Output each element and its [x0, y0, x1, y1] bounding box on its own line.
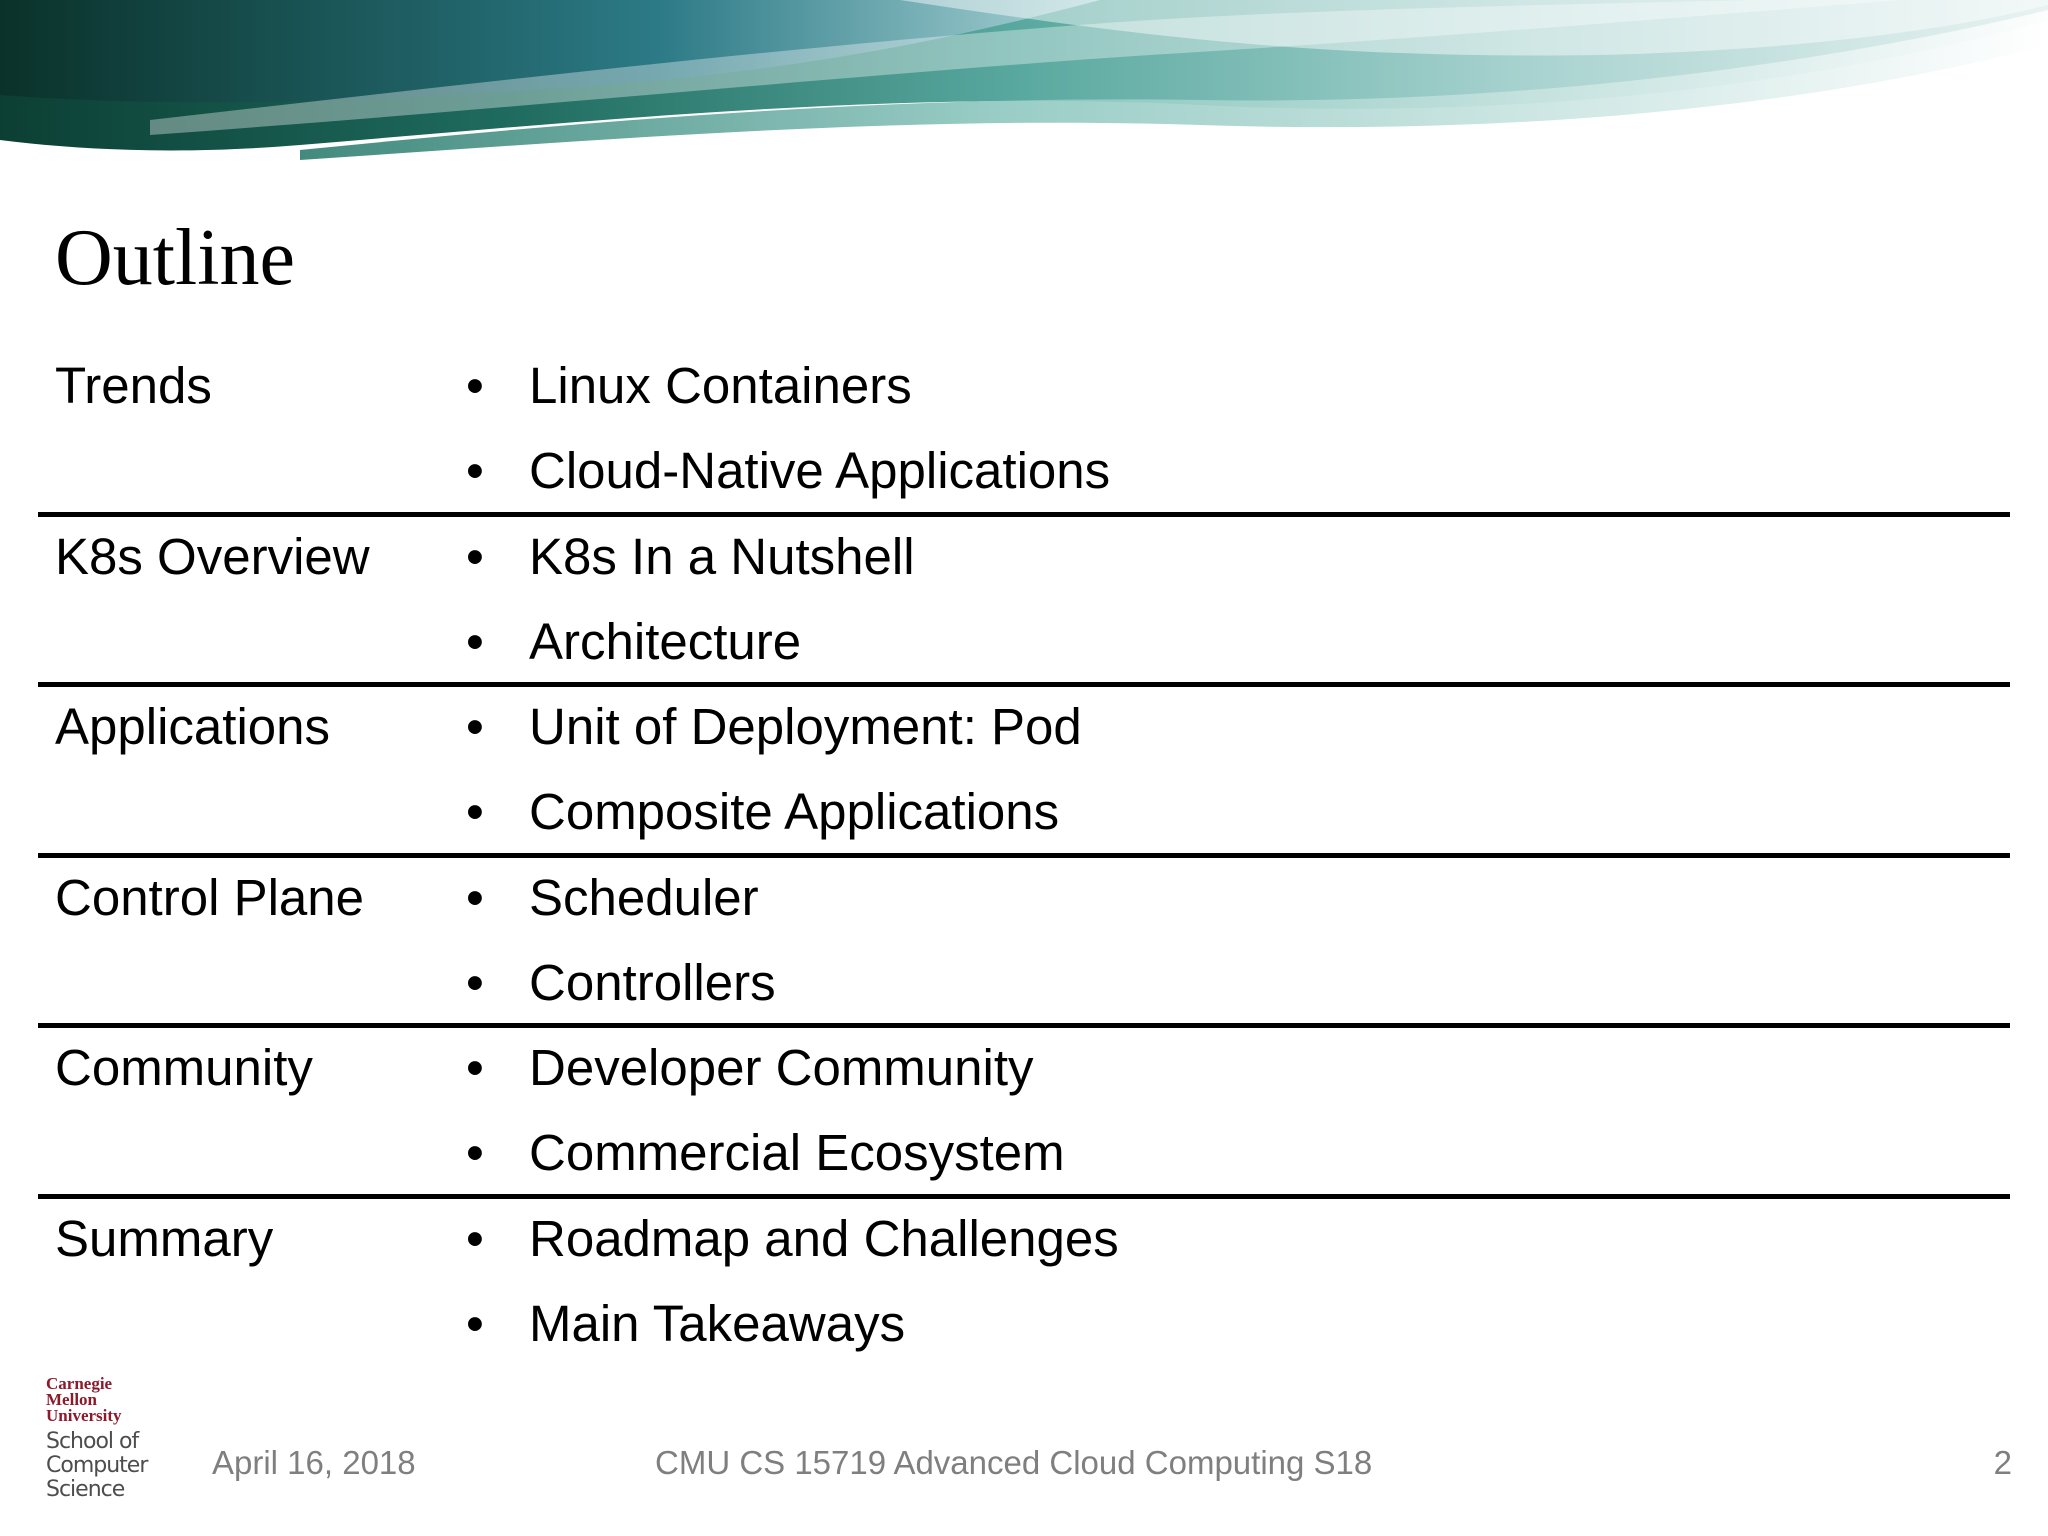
bullet-icon: •: [466, 357, 484, 414]
cmu-scs-logo: [46, 1376, 156, 1502]
bullet-icon: •: [466, 783, 484, 840]
bullet-icon: •: [466, 868, 484, 926]
topic-label: Linux Containers: [529, 357, 912, 414]
section-community: [38, 1028, 2010, 1199]
header-wave-banner: [0, 0, 2048, 175]
bullet-icon: •: [466, 1209, 484, 1267]
bullet-icon: •: [466, 953, 484, 1011]
topic-label: Unit of Deployment: Pod: [529, 698, 1082, 755]
bullet-icon: •: [466, 612, 484, 670]
section-label: Applications: [55, 698, 330, 755]
bullet-icon: •: [466, 527, 484, 585]
section-control-plane: [38, 858, 2010, 1029]
bullet-icon: •: [466, 1039, 484, 1096]
footer-course-title: CMU CS 15719 Advanced Cloud Computing S18: [655, 1444, 1373, 1481]
logo-school-line: Science: [46, 1477, 125, 1502]
section-label: Trends: [55, 357, 212, 414]
logo-university-line: Carnegie: [46, 1374, 113, 1393]
footer-date: April 16, 2018: [212, 1444, 416, 1481]
bullet-icon: •: [466, 698, 484, 755]
topic-label: Architecture: [529, 612, 802, 670]
outline-table: [38, 346, 2010, 1369]
bullet-icon: •: [466, 1294, 484, 1352]
section-k8s-overview: [38, 517, 2010, 688]
slide-page-number: 2: [1993, 1444, 2012, 1481]
topic-label: Composite Applications: [529, 783, 1060, 840]
topic-label: Controllers: [529, 953, 776, 1011]
section-label: Control Plane: [55, 868, 365, 926]
bullet-icon: •: [466, 442, 484, 499]
topic-label: Developer Community: [529, 1039, 1034, 1096]
section-summary: [38, 1199, 2010, 1370]
topic-label: K8s In a Nutshell: [529, 527, 915, 585]
topic-label: Commercial Ecosystem: [529, 1124, 1065, 1181]
section-label: Community: [55, 1039, 313, 1096]
logo-university-line: Mellon: [46, 1390, 97, 1409]
section-trends: [38, 346, 2010, 517]
section-applications: [38, 687, 2010, 858]
topic-label: Cloud-Native Applications: [529, 442, 1111, 499]
bullet-icon: •: [466, 1124, 484, 1181]
logo-school-line: School of: [46, 1429, 139, 1454]
section-label: Summary: [55, 1209, 274, 1267]
logo-university-line: University: [46, 1406, 122, 1425]
slide-title: Outline: [55, 214, 295, 302]
topic-label: Roadmap and Challenges: [529, 1209, 1119, 1267]
section-label: K8s Overview: [55, 527, 370, 585]
logo-school-line: Computer: [46, 1453, 148, 1478]
topic-label: Main Takeaways: [529, 1294, 906, 1352]
topic-label: Scheduler: [529, 868, 759, 926]
